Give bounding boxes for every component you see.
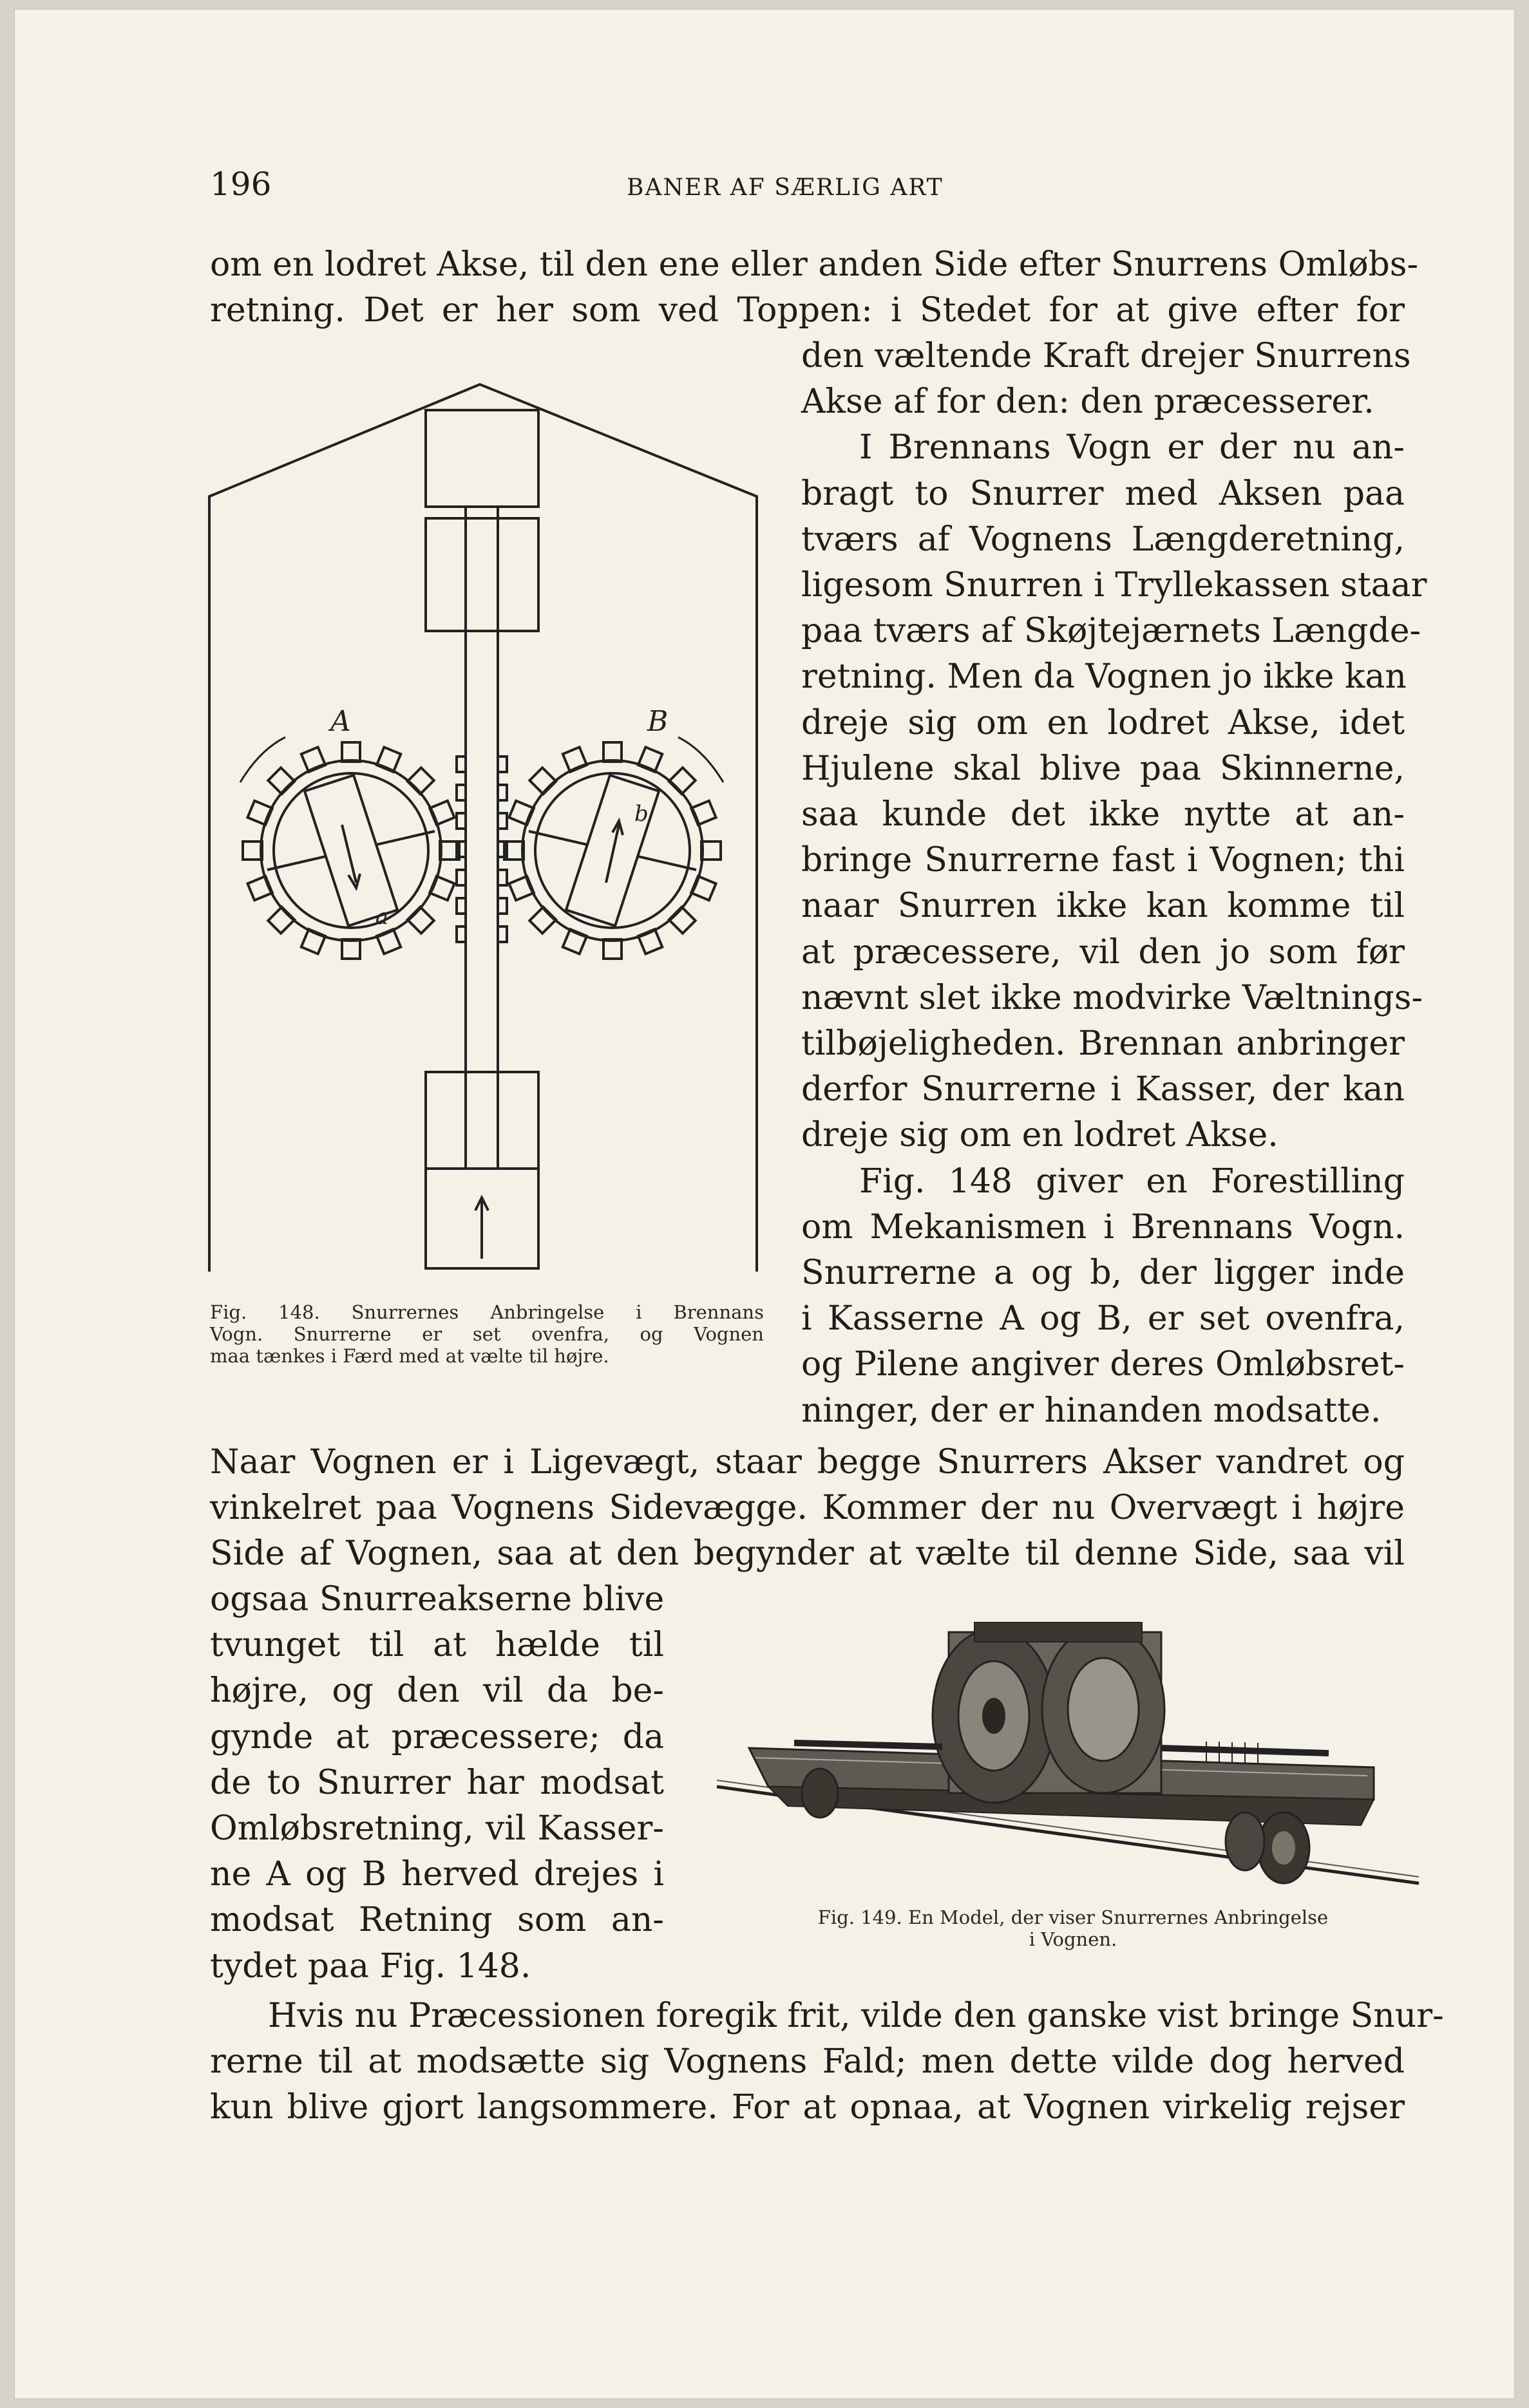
- body-line: naar Snurren ikke kan komme til: [801, 887, 1405, 926]
- gear-tooth: [342, 742, 360, 762]
- book-page: [14, 9, 1515, 2399]
- body-line: Akse af for den: den præcesserer.: [801, 382, 1374, 422]
- label-a: a: [375, 904, 389, 930]
- gear-tooth: [603, 939, 622, 959]
- gear-tooth: [342, 939, 360, 959]
- gyro-a-box: [305, 775, 397, 926]
- figure-148-diagram: [202, 370, 781, 1304]
- body-line: kun blive gjort langsommere. For at opnaa, at Vognen virkelig rejser: [210, 2088, 1405, 2127]
- body-line: bringe Snurrerne fast i Vognen; thi: [801, 841, 1405, 880]
- body-line: om en lodret Akse, til den ene eller anden Side efter Snurrens Omløbs-: [210, 245, 1419, 284]
- body-line: ne A og B herved drejes i: [210, 1855, 664, 1894]
- body-line: tilbøjeligheden. Brennan anbringer: [801, 1024, 1405, 1063]
- body-line: tvunget til at hælde til: [210, 1626, 664, 1665]
- rack-tooth: [498, 927, 507, 942]
- body-line: og Pilene angiver deres Omløbsret-: [801, 1345, 1405, 1384]
- body-line: tydet paa Fig. 148.: [210, 1946, 531, 1986]
- body-line: Fig. 148 giver en Forestilling: [859, 1162, 1405, 1201]
- body-line: Omløbsretning, vil Kasser-: [210, 1809, 664, 1848]
- page-number: 196: [210, 165, 272, 203]
- body-line: modsat Retning som an-: [210, 1901, 664, 1940]
- body-line: derfor Snurrerne i Kasser, der kan: [801, 1070, 1405, 1109]
- figure-148-caption: Fig. 148. Snurrernes Anbringelse i Brennans Vogn. Snurrerne er set ovenfra, og Vognen maa tænkes i Færd med at vælte til højre.: [210, 1301, 764, 1367]
- rack-tooth: [498, 898, 507, 914]
- body-line: Hvis nu Præcessionen foregik frit, vilde den ganske vist bringe Snur-: [268, 1997, 1444, 2035]
- gear-A: [243, 742, 459, 959]
- label-A: A: [330, 705, 351, 738]
- rack-tooth: [457, 757, 466, 772]
- rack-tooth: [457, 927, 466, 942]
- gear-tooth: [268, 767, 294, 794]
- rack-tooth: [457, 898, 466, 914]
- body-line: Hjulene skal blive paa Skinnerne,: [801, 749, 1405, 788]
- body-line: gynde at præcessere; da: [210, 1717, 664, 1756]
- body-line: ogsaa Snurreakserne blive: [210, 1580, 665, 1619]
- body-line: I Brennans Vogn er der nu an-: [859, 428, 1405, 467]
- rack-tooth: [498, 757, 507, 772]
- body-line: Naar Vognen er i Ligevægt, staar begge Snurrers Akser vandret og: [210, 1443, 1405, 1481]
- gear-tooth: [529, 767, 556, 794]
- body-line: ninger, der er hinanden modsatte.: [801, 1391, 1382, 1430]
- running-title: BANER AF SÆRLIG ART: [627, 174, 944, 201]
- body-line: saa kunde det ikke nytte at an-: [801, 795, 1405, 834]
- body-line: retning. Det er her som ved Toppen: i Stedet for at give efter for: [210, 291, 1405, 330]
- body-line: at præcessere, vil den jo som før: [801, 932, 1405, 972]
- label-b: b: [634, 801, 649, 827]
- gear-tooth: [268, 907, 294, 934]
- gear-tooth: [243, 842, 262, 860]
- rack-tooth: [498, 870, 507, 885]
- gear-B: [504, 742, 721, 959]
- body-line: dreje sig om en lodret Akse.: [801, 1116, 1278, 1155]
- gear-tooth: [603, 742, 622, 762]
- body-line: paa tværs af Skøjtejærnets Længde-: [801, 612, 1421, 651]
- body-line: retning. Men da Vognen jo ikke kan: [801, 657, 1407, 697]
- body-line: i Kasserne A og B, er set ovenfra,: [801, 1299, 1405, 1339]
- rack-tooth: [457, 785, 466, 800]
- body-line: om Mekanismen i Brennans Vogn.: [801, 1207, 1405, 1246]
- rack-tooth: [457, 870, 466, 885]
- rack-tooth: [498, 813, 507, 829]
- body-line: Snurrerne a og b, der ligger inde: [801, 1254, 1405, 1292]
- figure-149-caption: Fig. 149. En Model, der viser Snurrernes Anbringelse i Vognen.: [817, 1906, 1329, 1950]
- figure-149-illustration: [717, 1594, 1432, 1896]
- body-line: den væltende Kraft drejer Snurrens: [801, 337, 1411, 375]
- body-line: Side af Vognen, saa at den begynder at vælte til denne Side, saa vil: [210, 1534, 1405, 1573]
- body-line: vinkelret paa Vognens Sidevægge. Kommer der nu Overvægt i højre: [210, 1489, 1405, 1527]
- body-line: højre, og den vil da be-: [210, 1671, 664, 1711]
- gear-tooth: [408, 907, 434, 934]
- gear-tooth: [669, 907, 696, 934]
- body-line: bragt to Snurrer med Aksen paa: [801, 474, 1405, 513]
- rack-tooth: [498, 785, 507, 800]
- rack-tooth: [457, 813, 466, 829]
- gear-tooth: [669, 767, 696, 794]
- gear-tooth: [529, 907, 556, 934]
- upper-box: [426, 410, 538, 507]
- body-line: ligesom Snurren i Tryllekassen staar: [801, 566, 1427, 605]
- body-line: tværs af Vognens Længderetning,: [801, 520, 1405, 559]
- gear-tooth: [408, 767, 434, 794]
- gear-tooth: [701, 842, 721, 860]
- label-B: B: [647, 705, 669, 738]
- lower-box: [426, 1072, 538, 1169]
- body-line: nævnt slet ikke modvirke Væltnings-: [801, 978, 1423, 1017]
- body-line: rerne til at modsætte sig Vognens Fald; men dette vilde dog herved: [210, 2042, 1405, 2081]
- body-line: dreje sig om en lodret Akse, idet: [801, 703, 1405, 742]
- body-line: de to Snurrer har modsat: [210, 1763, 664, 1802]
